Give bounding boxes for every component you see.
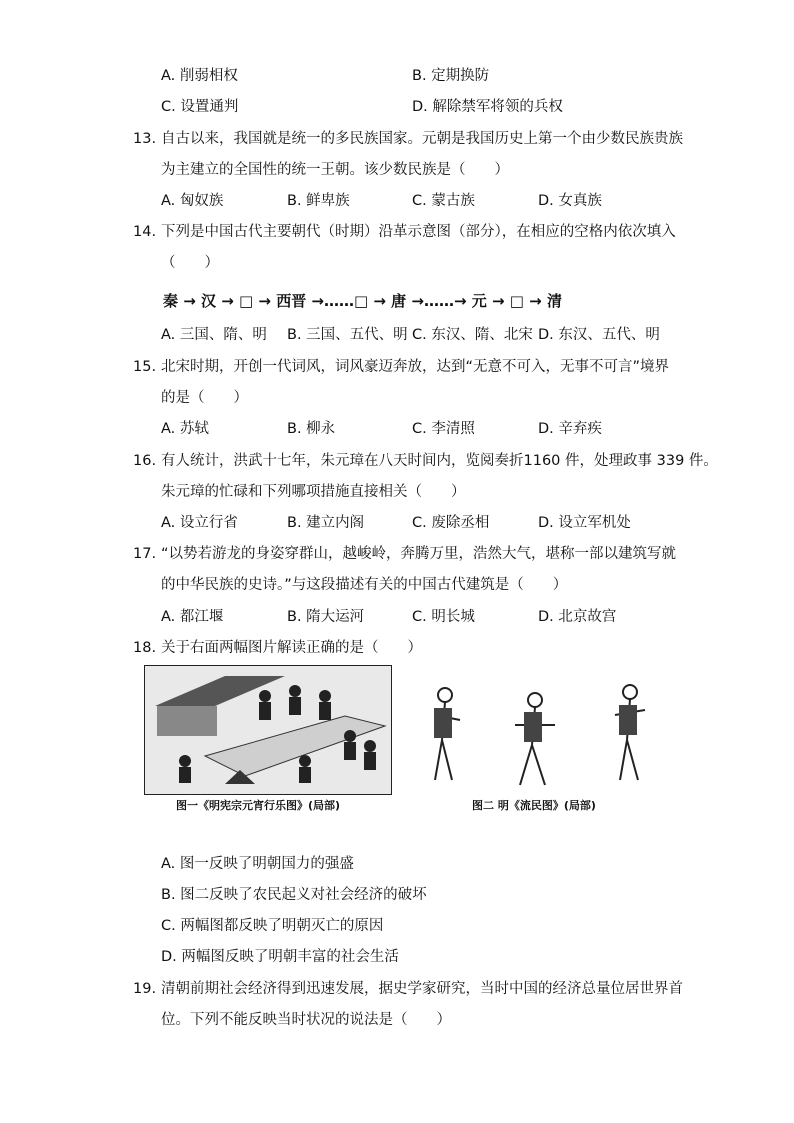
q16-option-d[interactable]: D. 设立军机处 <box>538 515 631 531</box>
q19-stem-line1: 清朝前期社会经济得到迅速发展，据史学家研究，当时中国的经济总量位居世界首 <box>161 981 683 997</box>
q16-stem-line2: 朱元璋的忙碌和下列哪项措施直接相关（ ） <box>161 484 466 500</box>
q16-option-c[interactable]: C. 废除丞相 <box>412 515 490 531</box>
q17-option-d[interactable]: D. 北京故宫 <box>538 609 617 625</box>
q18-option-b[interactable]: B. 图二反映了农民起义对社会经济的破坏 <box>161 887 427 903</box>
q16-number: 16. <box>133 453 157 469</box>
q14-stem-line1: 下列是中国古代主要朝代（时期）沿革示意图（部分），在相应的空格内依次填入 <box>161 224 676 240</box>
q15-option-a[interactable]: A. 苏轼 <box>161 421 209 437</box>
q19-number: 19. <box>133 981 157 997</box>
q15-stem-line2: 的是（ ） <box>161 390 248 406</box>
q15-number: 15. <box>133 359 157 375</box>
q12-option-d[interactable]: D. 解除禁军将领的兵权 <box>412 99 563 115</box>
q17-stem-line1: “以势若游龙的身姿穿群山，越峻岭，奔腾万里，浩然大气，堪称一部以建筑写就 <box>161 546 677 562</box>
q12-option-a[interactable]: A. 削弱相权 <box>161 68 238 84</box>
q17-stem-line2: 的中华民族的史诗。”与这段描述有关的中国古代建筑是（ ） <box>161 577 568 593</box>
q16-stem-line1: 有人统计，洪武十七年，朱元璋在八天时间内，览阅奏折1160 件，处理政事 339 件。 <box>161 453 718 469</box>
q17-number: 17. <box>133 546 157 562</box>
q16-option-b[interactable]: B. 建立内阁 <box>287 515 365 531</box>
q18-option-c[interactable]: C. 两幅图都反映了明朝灭亡的原因 <box>161 918 384 934</box>
q13-option-d[interactable]: D. 女真族 <box>538 193 602 209</box>
figure-2-caption: 图二 明《流民图》(局部) <box>472 799 596 812</box>
q13-stem-line1: 自古以来，我国就是统一的多民族国家。元朝是我国历史上第一个由少数民族贵族 <box>161 131 683 147</box>
q13-stem-line2: 为主建立的全国性的统一王朝。该少数民族是（ ） <box>161 162 509 178</box>
q14-number: 14. <box>133 224 157 240</box>
q15-option-c[interactable]: C. 李清照 <box>412 421 475 437</box>
q18-number: 18. <box>133 640 157 656</box>
q13-option-a[interactable]: A. 匈奴族 <box>161 193 224 209</box>
q12-option-b[interactable]: B. 定期换防 <box>412 68 490 84</box>
q17-option-b[interactable]: B. 隋大运河 <box>287 609 365 625</box>
q14-option-d[interactable]: D. 东汉、五代、明 <box>538 327 660 343</box>
q15-option-b[interactable]: B. 柳永 <box>287 421 336 437</box>
q13-option-c[interactable]: C. 蒙古族 <box>412 193 475 209</box>
figure-1-caption: 图一《明宪宗元宵行乐图》(局部) <box>176 799 341 812</box>
q16-option-a[interactable]: A. 设立行省 <box>161 515 238 531</box>
q19-stem-line2: 位。下列不能反映当时状况的说法是（ ） <box>161 1012 451 1028</box>
q12-option-c[interactable]: C. 设置通判 <box>161 99 239 115</box>
q13-number: 13. <box>133 131 157 147</box>
q18-stem-line1: 关于右面两幅图片解读正确的是（ ） <box>161 640 422 656</box>
q15-option-d[interactable]: D. 辛弃疾 <box>538 421 602 437</box>
figure-2-painting <box>420 680 670 795</box>
q18-option-d[interactable]: D. 两幅图反映了明朝丰富的社会生活 <box>161 949 399 965</box>
q17-option-c[interactable]: C. 明长城 <box>412 609 475 625</box>
q17-option-a[interactable]: A. 都江堰 <box>161 609 224 625</box>
dynasty-timeline: 秦 → 汉 → □ → 西晋 →……□ → 唐 →……→ 元 → □ → 清 <box>163 292 562 310</box>
q15-stem-line1: 北宋时期，开创一代词风，词风豪迈奔放，达到“无意不可入，无事不可言”境界 <box>161 359 670 375</box>
q14-option-c[interactable]: C. 东汉、隋、北宋 <box>412 327 533 343</box>
q13-option-b[interactable]: B. 鲜卑族 <box>287 193 350 209</box>
q14-stem-line2: （ ） <box>161 255 219 271</box>
figure-1-painting <box>144 665 392 795</box>
q14-option-b[interactable]: B. 三国、五代、明 <box>287 327 408 343</box>
q18-option-a[interactable]: A. 图一反映了明朝国力的强盛 <box>161 856 354 872</box>
q14-option-a[interactable]: A. 三国、隋、明 <box>161 327 267 343</box>
